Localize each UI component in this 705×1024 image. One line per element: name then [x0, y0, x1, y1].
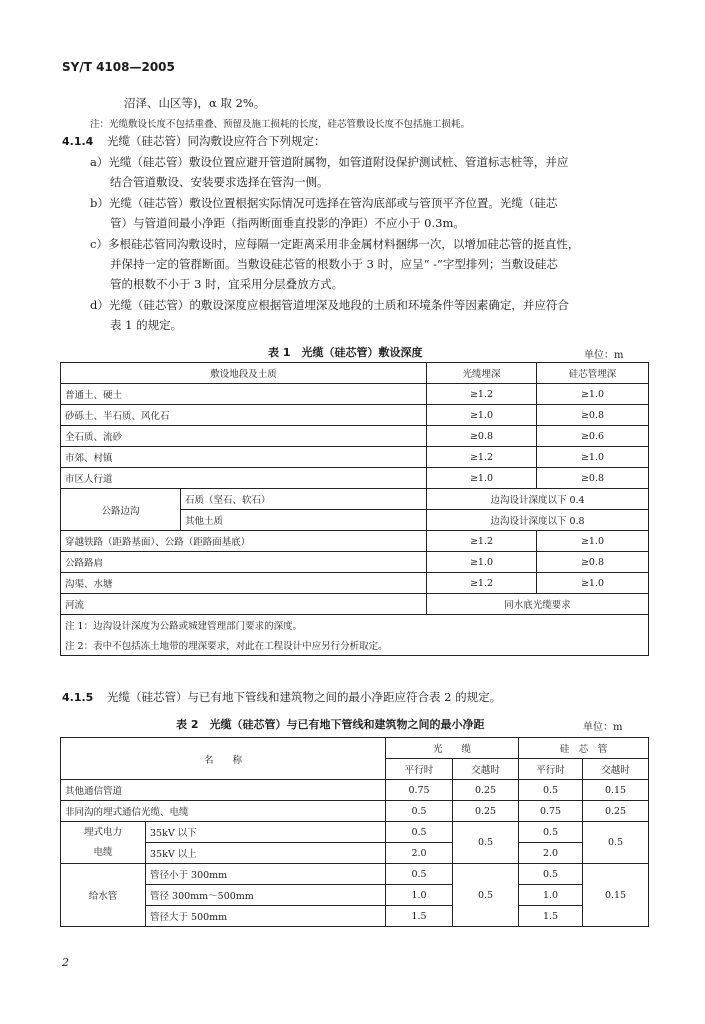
cell-cable-depth: ≥1.2	[427, 531, 537, 552]
cell-road-ditch: 公路边沟	[61, 489, 181, 531]
cell-cable-depth: ≥1.2	[427, 573, 537, 594]
table-row	[61, 594, 649, 615]
table-row	[61, 801, 649, 822]
section-title: 光缆（硅芯管）同沟敷设应符合下列规定：	[106, 134, 326, 148]
section-4-1-5	[62, 690, 501, 705]
table2-unit: 单位：m	[583, 722, 623, 733]
cell-power-cable	[61, 822, 146, 864]
cell-value: 2.0	[519, 843, 583, 864]
table-row	[61, 885, 649, 906]
table-row	[61, 531, 649, 552]
table-row	[61, 552, 649, 573]
table1	[60, 362, 649, 656]
cell-value: 0.5	[519, 780, 583, 801]
item-b-line2: 管）与管道间最小净距（指两断面垂直投影的净距）不应小于 0.3m。	[110, 216, 465, 230]
cell-cable-depth: ≥1.0	[427, 468, 537, 489]
cell-value: 0.15	[583, 864, 649, 927]
cell-cable-depth: ≥0.8	[427, 426, 537, 447]
item-c-line2: 并保持一定的管群断面。当敷设硅芯管的根数小于 3 时，应呈“ -”字型排列；当敷设硅芯	[110, 257, 558, 271]
page-number: 2	[62, 956, 69, 969]
cell-sub: 管径大于 500mm	[146, 906, 386, 927]
section-number: 4.1.4	[62, 135, 94, 148]
cell-pipe-depth: ≥1.0	[537, 573, 649, 594]
cell-location: 全石质、流砂	[61, 426, 427, 447]
power-label-line1: 埋式电力	[83, 826, 122, 838]
head-parallel: 平行时	[386, 759, 453, 780]
cell-location: 市区人行道	[61, 468, 427, 489]
cell-value: 0.5	[519, 864, 583, 885]
table1-head-cable: 光缆埋深	[427, 363, 537, 384]
cell-value: 0.5	[519, 822, 583, 843]
head-crossing: 交越时	[453, 759, 519, 780]
table-row	[61, 426, 649, 447]
cell-pipe-depth: ≥0.6	[537, 426, 649, 447]
cell-road-sub: 石质（坚石、软石）	[181, 489, 427, 510]
cell-value: 2.0	[386, 843, 453, 864]
cell-value: 1.5	[386, 906, 453, 927]
cell-value: 0.5	[386, 822, 453, 843]
section-number: 4.1.5	[62, 691, 94, 704]
table1-note-row	[61, 615, 649, 636]
cell-road-depth: 边沟设计深度以下 0.4	[427, 489, 649, 510]
cell-pipe-depth: ≥0.8	[537, 468, 649, 489]
cell-value: 0.25	[453, 801, 519, 822]
cell-name: 非同沟的埋式通信光缆、电缆	[61, 801, 386, 822]
cell-location: 普通土、硬土	[61, 384, 427, 405]
item-d-line2: 表 1 的规定。	[110, 318, 183, 332]
cell-road-sub: 其他土质	[181, 510, 427, 531]
cell-location: 市郊、村镇	[61, 447, 427, 468]
table-row	[61, 906, 649, 927]
table-row	[61, 489, 649, 510]
table2-header-row	[61, 738, 649, 759]
cell-value: 0.5	[583, 822, 649, 864]
power-label-line2: 电缆	[93, 846, 113, 858]
cell-road-depth: 边沟设计深度以下 0.8	[427, 510, 649, 531]
table2	[60, 737, 649, 927]
cell-river-depth: 同水底光缆要求	[427, 594, 649, 615]
table-row	[61, 384, 649, 405]
cell-cable-depth: ≥1.0	[427, 552, 537, 573]
cell-sub: 管径 300mm～500mm	[146, 885, 386, 906]
cell-value: 1.0	[519, 885, 583, 906]
table-row	[61, 822, 649, 843]
cell-cable-depth: ≥1.0	[427, 405, 537, 426]
table2-head-pipe: 硅 芯 管	[519, 738, 649, 759]
cell-pipe-depth: ≥0.8	[537, 405, 649, 426]
item-a-line1: a）光缆（硅芯管）敷设位置应避开管道附属物，如管道附设保护测试桩、管道标志桩等，并应	[90, 155, 569, 169]
cell-location: 河流	[61, 594, 427, 615]
cell-value: 0.25	[583, 801, 649, 822]
intro-note: 注：光缆敷设长度不包括重叠、预留及施工损耗的长度，硅芯管敷设长度不包括施工损耗。	[90, 119, 471, 130]
section-text: 光缆（硅芯管）与已有地下管线和建筑物之间的最小净距应符合表 2 的规定。	[106, 690, 502, 704]
table-row	[61, 843, 649, 864]
section-4-1-4-heading	[62, 134, 325, 149]
table1-head-location: 敷设地段及土质	[61, 363, 427, 384]
table1-note-1: 注 1：边沟设计深度为公路或城建管理部门要求的深度。	[61, 615, 649, 636]
cell-location: 沟渠、水塘	[61, 573, 427, 594]
table1-header-row	[61, 363, 649, 384]
cell-water-pipe: 给水管	[61, 864, 146, 927]
table2-head-name: 名 称	[61, 738, 386, 780]
cell-value: 0.15	[583, 780, 649, 801]
cell-sub: 35kV 以上	[146, 843, 386, 864]
table1-head-pipe: 硅芯管埋深	[537, 363, 649, 384]
cell-value: 0.75	[386, 780, 453, 801]
item-d-line1: d）光缆（硅芯管）的敷设深度应根据管道埋深及地段的土质和环境条件等因素确定，并应符合	[90, 298, 569, 312]
table-row	[61, 468, 649, 489]
cell-value: 0.75	[519, 801, 583, 822]
cell-pipe-depth: ≥1.0	[537, 384, 649, 405]
cell-name: 其他通信管道	[61, 780, 386, 801]
cell-location: 砂砾土、半石质、风化石	[61, 405, 427, 426]
table-row	[61, 780, 649, 801]
cell-value: 0.5	[453, 822, 519, 864]
head-parallel: 平行时	[519, 759, 583, 780]
intro-line: 沼泽、山区等)，α 取 2%。	[124, 96, 266, 110]
table1-unit: 单位：m	[584, 350, 624, 361]
table-row	[61, 405, 649, 426]
item-b-line1: b）光缆（硅芯管）敷设位置根据实际情况可选择在管沟底部或与管顶平齐位置。光缆（硅芯	[90, 196, 558, 210]
cell-pipe-depth: ≥1.0	[537, 531, 649, 552]
cell-location: 穿越铁路（距路基面）、公路（距路面基底）	[61, 531, 427, 552]
cell-location: 公路路肩	[61, 552, 427, 573]
item-c-line1: c）多根硅芯管同沟敷设时，应每隔一定距离采用非金属材料捆绑一次，以增加硅芯管的挺直性，	[90, 237, 580, 251]
cell-pipe-depth: ≥0.8	[537, 552, 649, 573]
cell-cable-depth: ≥1.2	[427, 447, 537, 468]
cell-value: 1.0	[386, 885, 453, 906]
table-row	[61, 447, 649, 468]
cell-value: 0.5	[453, 864, 519, 927]
cell-value: 0.5	[386, 801, 453, 822]
table-row	[61, 864, 649, 885]
table-row	[61, 573, 649, 594]
cell-value: 1.5	[519, 906, 583, 927]
item-a-line2: 结合管道敷设、安装要求选择在管沟一侧。	[110, 175, 329, 189]
cell-value: 0.25	[453, 780, 519, 801]
item-c-line3: 管的根数不小于 3 时，宜采用分层叠放方式。	[110, 277, 344, 291]
table1-caption: 表 1 光缆（硅芯管）敷设深度	[268, 346, 423, 359]
cell-pipe-depth: ≥1.0	[537, 447, 649, 468]
cell-value: 0.5	[386, 864, 453, 885]
head-crossing: 交越时	[583, 759, 649, 780]
standard-number: SY/T 4108—2005	[62, 60, 175, 74]
cell-sub: 35kV 以下	[146, 822, 386, 843]
table2-head-cable: 光 缆	[386, 738, 519, 759]
cell-cable-depth: ≥1.2	[427, 384, 537, 405]
table1-note-row	[61, 635, 649, 656]
table1-note-2: 注 2：表中不包括冻土地带的埋深要求，对此在工程设计中应另行分析取定。	[61, 635, 649, 656]
table2-caption: 表 2 光缆（硅芯管）与已有地下管线和建筑物之间的最小净距	[176, 718, 485, 731]
cell-sub: 管径小于 300mm	[146, 864, 386, 885]
